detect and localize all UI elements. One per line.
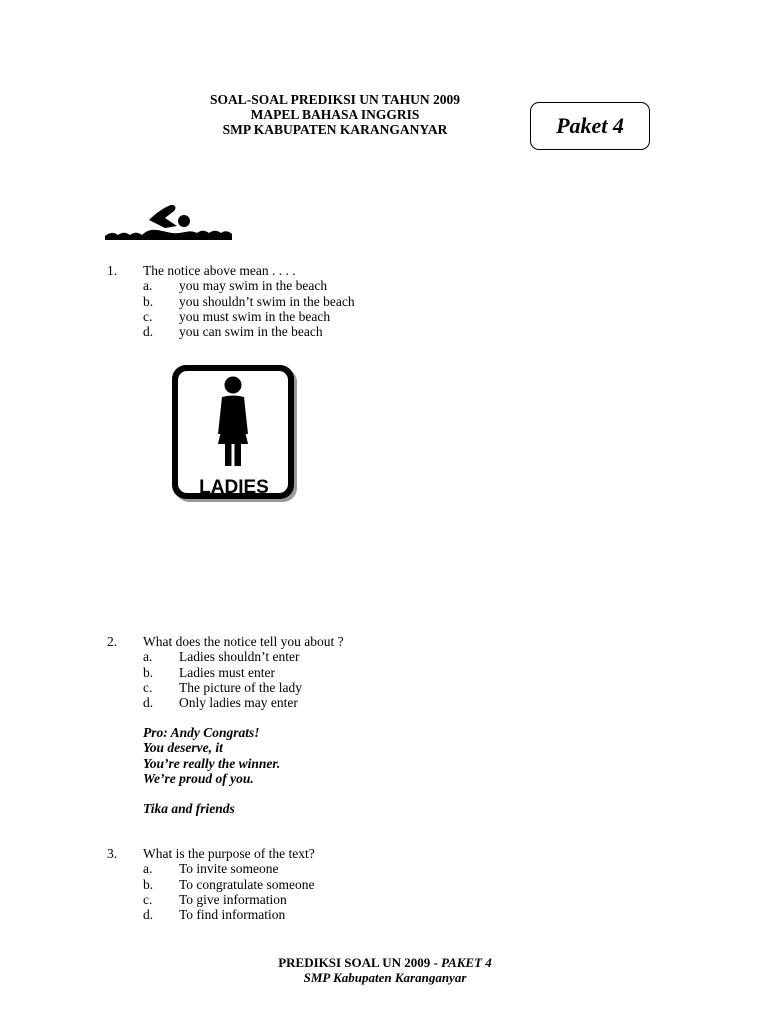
question-stem: What does the notice tell you about ? <box>143 634 344 649</box>
footer-title: PREDIKSI SOAL UN 2009 - <box>278 955 442 970</box>
document-header <box>150 92 520 137</box>
option-letter: d. <box>143 907 154 923</box>
option-letter: d. <box>143 324 154 340</box>
option-letter: a. <box>143 649 153 665</box>
option-letter: c. <box>143 891 153 907</box>
question-number: 1. <box>107 263 118 278</box>
question-number: 3. <box>107 846 118 861</box>
option-letter: d. <box>143 695 154 711</box>
paket-label-box <box>530 102 650 150</box>
greeting-signature: Tika and friends <box>143 801 235 817</box>
option-letter: b. <box>143 876 154 892</box>
option-letter: b. <box>143 293 154 309</box>
option-letter: a. <box>143 278 153 294</box>
footer-school: SMP Kabupaten Karanganyar <box>303 970 467 985</box>
option-text: To give information <box>179 891 287 907</box>
swimmer-icon <box>105 200 235 242</box>
option-letter: a. <box>143 861 153 877</box>
option-text: To invite someone <box>179 861 279 877</box>
option-text: To congratulate someone <box>179 876 315 892</box>
header-line-3: SMP KABUPATEN KARANGANYAR <box>222 122 448 137</box>
header-line-2: MAPEL BAHASA INGGRIS <box>250 107 420 122</box>
greeting-line: You’re really the winner. <box>143 755 281 771</box>
option-text: you shouldn’t swim in the beach <box>179 293 355 309</box>
option-text: The picture of the lady <box>179 679 302 695</box>
greeting-line: We’re proud of you. <box>143 770 254 786</box>
question-stem: What is the purpose of the text? <box>143 846 315 861</box>
option-text: Ladies shouldn’t enter <box>179 649 300 665</box>
option-text: To find information <box>179 907 286 923</box>
question-stem: The notice above mean . . . . <box>143 263 296 278</box>
greeting-line: You deserve, it <box>143 740 223 756</box>
document-footer <box>200 955 570 985</box>
greeting-text <box>143 725 280 817</box>
option-text: Ladies must enter <box>179 664 275 680</box>
option-text: you may swim in the beach <box>179 278 328 294</box>
ladies-sign <box>170 364 300 506</box>
option-letter: c. <box>143 679 153 695</box>
option-text: you can swim in the beach <box>179 324 323 340</box>
option-text: Only ladies may enter <box>179 695 298 711</box>
paket-label: Paket 4 <box>556 113 624 138</box>
question-number: 2. <box>107 634 118 649</box>
option-text: you must swim in the beach <box>179 308 331 324</box>
ladies-sign-label: LADIES <box>199 477 269 498</box>
footer-paket: PAKET 4 <box>441 955 492 970</box>
header-line-1: SOAL-SOAL PREDIKSI UN TAHUN 2009 <box>209 92 461 107</box>
option-letter: b. <box>143 664 154 680</box>
greeting-line: Pro: Andy Congrats! <box>143 725 260 740</box>
option-letter: c. <box>143 308 153 324</box>
